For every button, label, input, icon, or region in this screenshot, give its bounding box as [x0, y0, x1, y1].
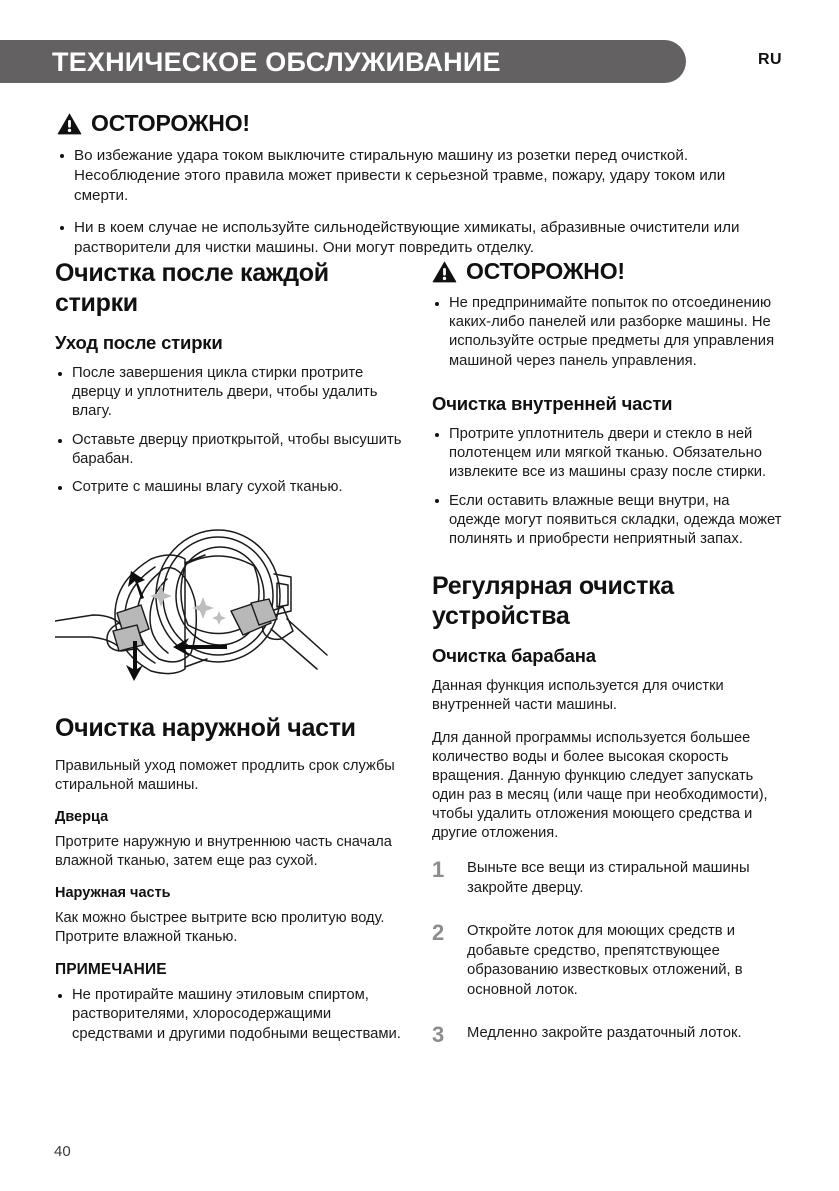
list-item: Протрите уплотнитель двери и стекло в ней полотенцем или мягкой тканью. Обязательно извлеките все из машины сразу после стирки.	[432, 425, 784, 483]
section-title: Очистка после каждой стирки	[55, 259, 329, 317]
list-item: Оставьте дверцу приоткрытой, чтобы высушить барабан.	[55, 431, 410, 469]
subsection-heading-exterior: Наружная часть	[55, 885, 171, 902]
drum-cleaning-paragraph: Данная функция используется для очистки внутренней части машины.	[432, 678, 724, 714]
left-column	[55, 258, 410, 1044]
right-warning-block	[432, 258, 784, 371]
step-item	[432, 1024, 784, 1046]
section-interior-cleaning	[432, 393, 784, 549]
step-item	[432, 859, 784, 898]
step-text: Выньте все вещи из стиральной машины закройте дверцу.	[467, 860, 750, 896]
top-warning-bullet-list	[57, 146, 781, 258]
section-intro-text: Правильный уход поможет продлить срок службы стиральной машины.	[55, 758, 395, 794]
step-number: 2	[432, 920, 445, 946]
subsection-heading: Уход после стирки	[55, 332, 223, 353]
washing-machine-door-wiping-illustration	[55, 519, 355, 687]
language-code: RU	[758, 51, 783, 68]
list-item: Не предпринимайте попыток по отсоединению каких-либо панелей или разборке машины. Не используйте острые предметы для управления машиной через панель управления.	[432, 294, 784, 371]
exterior-cleaning-text: Как можно быстрее вытрите всю пролитую воду. Протрите влажной тканью.	[55, 910, 385, 946]
step-item	[432, 922, 784, 1000]
warning-triangle-icon	[432, 260, 457, 283]
subsection-heading-drum: Очистка барабана	[432, 645, 596, 667]
warning-heading-text: ОСТОРОЖНО!	[91, 110, 250, 136]
warning-heading-text: ОСТОРОЖНО!	[466, 258, 625, 284]
section-cleaning-after-each-wash	[55, 258, 410, 497]
door-cleaning-text: Протрите наружную и внутреннюю часть сначала влажной тканью, затем еще раз сухой.	[55, 834, 392, 870]
right-column	[432, 258, 784, 1046]
right-warning-bullet-list	[432, 294, 784, 371]
list-item: После завершения цикла стирки протрите дверцу и уплотнитель двери, чтобы удалить влагу.	[55, 364, 410, 422]
drum-cleaning-paragraph: Для данной программы используется большее количество воды и более высокая скорость вращения. Данную функцию следует запускать один раз в месяц (или чаще при необходимости), чтобы удалить отложения моющего средства и другие отложения.	[432, 730, 768, 842]
step-number: 1	[432, 857, 445, 883]
step-text: Медленно закройте раздаточный лоток.	[467, 1025, 742, 1042]
warning-triangle-icon	[57, 112, 82, 135]
note-bullet-list	[55, 986, 410, 1044]
subsection-heading: Очистка внутренней части	[432, 392, 673, 414]
section-exterior-cleaning	[55, 713, 410, 1044]
section-title: Регулярная очистка устройства	[432, 572, 674, 631]
list-item: Не протирайте машину этиловым спиртом, растворителями, хлоросодержащими средствами и другими подобными веществами.	[55, 986, 410, 1044]
list-item: Если оставить влажные вещи внутри, на одежде могут появиться складки, одежда может полинять и приобрести неприятный запах.	[432, 492, 784, 550]
list-item: Ни в коем случае не используйте сильнодействующие химикаты, абразивные очистители или растворители для чистки машины. Они могут повредить отделку.	[57, 218, 781, 258]
list-item: Во избежание удара током выключите стиральную машину из розетки перед очисткой. Несоблюдение этого правила может привести к серьезной травме, пожару, удару током или смерти.	[57, 146, 781, 207]
list-item: Сотрите с машины влагу сухой тканью.	[55, 478, 410, 497]
note-heading: ПРИМЕЧАНИЕ	[55, 961, 167, 979]
section-regular-cleaning	[432, 571, 784, 1046]
top-warning-block	[57, 110, 781, 269]
care-after-wash-list	[55, 364, 410, 497]
drum-cleaning-steps	[432, 859, 784, 1046]
subsection-heading-door: Дверца	[55, 809, 109, 826]
page-title: ТЕХНИЧЕСКОЕ ОБСЛУЖИВАНИЕ	[52, 47, 501, 77]
warning-heading-row	[432, 258, 784, 285]
step-number: 3	[432, 1022, 445, 1048]
page-number: 40	[54, 1143, 71, 1160]
section-title: Очистка наружной части	[55, 714, 356, 743]
step-text: Откройте лоток для моющих средств и добавьте средство, препятствующее образованию известковых отложений, в основной лоток.	[467, 923, 743, 998]
interior-cleaning-list	[432, 425, 784, 549]
warning-heading-row	[57, 110, 781, 137]
